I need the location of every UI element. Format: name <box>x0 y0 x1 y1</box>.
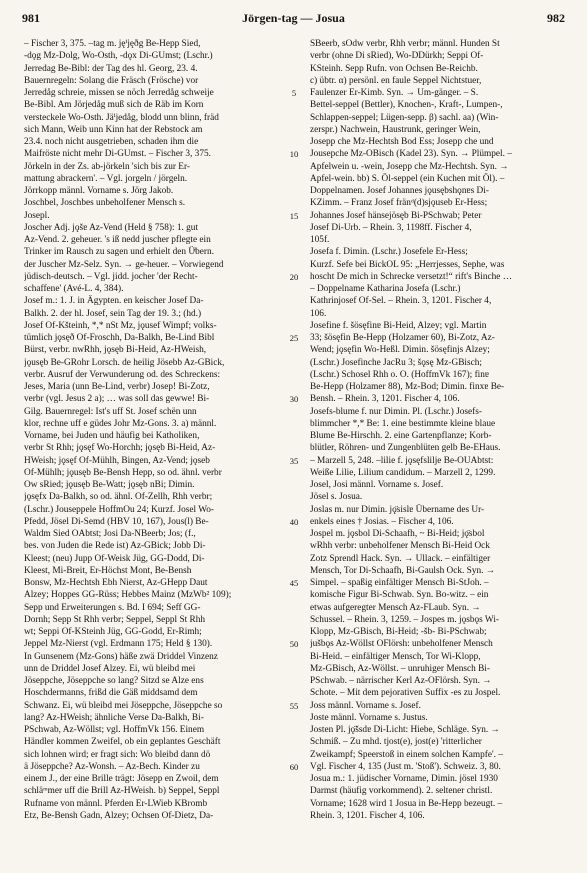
text-line: jǫsęfx Da-Balkh, so od. ähnl. Of-Zellh, Rhh verbr; <box>24 492 213 503</box>
text-line: verbr. Ausruf der Verwunderung od. des Schreckens: <box>24 369 221 380</box>
text-line: Bonsw, Mz-Hechtsh Ebh Nierst, Az-GHepp Daut <box>24 578 208 588</box>
text-line: Josepl. <box>24 210 50 221</box>
text-line: Josef m.: 1. J. in Ägypten. en keischer Josef Da- <box>24 296 204 307</box>
text-line: Kurzf. Sefe bei BickOL 95: „Herrjesses, Sephe, was <box>310 259 505 270</box>
line-number: 10 <box>289 149 299 160</box>
running-title: Jörgen-tag — Josua <box>242 11 345 25</box>
text-line: verbr St Rhh; jǫsęf Wo-Horchh; jǫsęb Bi-Heid, Az- <box>24 443 216 454</box>
text-line: Blume Be-Hirschh. 2. eine Gartenpflanze; Korb- <box>310 431 492 441</box>
text-line: Mz-GBisch, Az-Wöllst. – unruhiger Mensch Bi- <box>310 663 490 674</box>
text-line: Jörkeln in der Zs. ab-jörkeln 'sich bis zur Er- <box>24 161 190 172</box>
text-line: schläᵐmer uff die Brill Az-HWeish. b) Seppel, Seppl <box>24 786 220 797</box>
text-line: Jeses, Maria (unn Be-Lind, verbr) Josep! Bi-Zotz, <box>24 382 210 392</box>
line-number: 35 <box>289 455 299 466</box>
text-line: Händler kommen Zweifel, ob ein geplantes Geschäft <box>24 737 221 748</box>
text-line: bes. von Juden die Rede ist) Az-GBick; Jobb Di- <box>24 541 206 552</box>
text-line: Ow sRied; jǫusęb Be-Watt; jǫsęb nBi; Dimin. <box>24 480 195 490</box>
text-line: zerspr.) Nachwein, Haustrunk, geringer Wein, <box>310 124 481 135</box>
text-line: Wend; jǫsęfin Wo-Heßl. Dimin. šösęfinjs Alzey; <box>310 345 490 356</box>
text-line: (Lschr.) Josefinche JacRu 3; šǫsę Mz-GBisch; <box>310 357 482 368</box>
text-line: Kleest; (neu) Jupp Of-Weisk Jüg, GG-Dodd, Di- <box>24 553 205 564</box>
text-line: verbr (vgl. Jesus 2 a); … was soll das gewwe! Bi- <box>24 394 210 405</box>
text-line: Of-Mühlh; jǫusęb Be-Bensh Hepp, so od. ähnl. verbr <box>24 467 222 478</box>
text-line: Alzey; Hoppes GG-Rüss; Hebbes Mainz (MzWb² 109); <box>24 590 232 601</box>
text-line: Rhein. 3, 1201. Fischer 4, 106. <box>310 810 425 821</box>
text-line: Josefa f. Dimin. (Lschr.) Josefele Er-Hess; <box>310 247 468 258</box>
text-line: Joss männl. Vorname s. Josef. <box>310 700 421 711</box>
text-line: Dornh; Sepp St Rhh verbr; Seppel, Seppl St Rhh <box>24 614 206 625</box>
page-number-right: 982 <box>547 11 565 25</box>
text-line: 106. <box>310 308 327 319</box>
line-number: 40 <box>289 516 299 527</box>
text-line: Doppelnamen. Josef Johannes jǫusębshǫnɐs Di- <box>310 186 489 196</box>
text-line: mattung abrackern'. – Vgl. jorgeln / jörgeln. <box>24 173 188 184</box>
text-line: klor, rechne uff e güdes Johr Mz-Gons. 3. a) männl. <box>24 418 217 429</box>
text-line: versteckele Wo-Osth. Jäⁱjedåg, blodd unn blinn, fräd <box>24 112 219 123</box>
page-number-left: 981 <box>22 11 40 25</box>
text-line: ä Jöseppche? Az-Wonsh. – Az-Bech. Kinder zu <box>24 761 200 772</box>
text-line: Faulenzer Er-Kimb. Syn. → Um-gänger. – S. <box>310 88 479 98</box>
text-line: (Lschr.) Jouseppele HoffmOu 24; Kurzf. Josel Wo- <box>24 504 214 515</box>
text-line: Bürst, verbr. nwRhh, jǫsęb Bi-Heid, Az-HWeish, <box>24 345 207 356</box>
text-line: Jospel m. jǫsbol Di-Schaafh, ~ Bi-Heid; jǫ̈sbol <box>310 529 485 539</box>
text-line: Be-Bibl. Am Jörjedåg muß sich de Räb im Korn <box>24 100 204 111</box>
line-number: 55 <box>289 700 299 711</box>
text-line: komische Figur Bi-Schwab. Syn. Bo-witz. – ein <box>310 590 489 601</box>
text-line: Josefine f. šösęfinɐ Bi-Heid, Alzey; vgl. Martin <box>310 320 487 331</box>
text-line: – Fischer 3, 375. –tag m. jęⁱjęðg Be-Hepp Sied, <box>24 39 201 49</box>
text-line: Be-Hepp (Holzamer 88), Mz-Bod; Dimin. finxɐ Be- <box>310 382 505 392</box>
text-line: Klopp, Mz-GBisch, Bi-Heid; -šb- Bi-PSchwab; <box>310 627 487 637</box>
text-line: Etz, Be-Bensh Gadn, Alzey; Ochsen Of-Dietz, Da- <box>24 810 214 821</box>
text-line: SBeerb, sOdw verbr, Rhh verbr; männl. Hunden St <box>310 39 500 49</box>
text-line: Josef Di-Urb. – Rhein. 3, 1198ff. Fischer 4, <box>310 222 472 233</box>
text-line: Schlappen-seppel; Lügen-sepp. β) sachl. aa) (Win- <box>310 112 499 123</box>
text-line: der Juscher Mz-Selz. Syn. → ge-heuer. – Vorwiegend <box>24 259 224 270</box>
text-line: Az-Vend. 2. geheuer. 's iß nedd juscher pflegte ein <box>24 235 211 245</box>
page-header <box>22 11 565 27</box>
text-line: PSchwab. – närrischer Kerl Az-OFlörsh. Syn. → <box>310 676 492 686</box>
text-line: Simpel. – spaßig einfältiger Mensch Bi-StJoh. – <box>310 578 489 588</box>
text-line: etwas aufgeregter Mensch Az-FLaub. Syn. → <box>310 602 481 613</box>
text-line: HWeish; jǫsęf Of-Mühlh, Bingen, Az-Vend; jǫseb <box>24 455 210 466</box>
text-line: sich lohnen wird; er fragt sich: Wo bleibd dann dö <box>24 749 211 760</box>
text-line: Vorname, bei Juden und häufig bei Katholiken, <box>24 431 200 441</box>
text-line: Balkh. 2. der hl. Josef, sein Tag der 19. 3.; (hd.) <box>24 308 202 319</box>
text-line: Darmst (häufig vorkommend). 2. seltener christl. <box>310 786 493 797</box>
text-line: Joslas m. nur Dimin. jǫ̈sislɐ Übername des Ur- <box>310 504 485 515</box>
text-line: Vgl. Fischer 4, 135 (Just m. 'Stoß'). Schweiz. 3, 80. <box>310 761 501 772</box>
text-line: Pfedd, Jösel Di-Semd (HBV 10, 167), Jous(l) Be- <box>24 516 209 527</box>
text-line: Zweikampf; Speerstoß in einem solchen Kampfe'. – <box>310 749 503 760</box>
text-line: (Lschr.) Schosel Rhh o. O. (HoffmVk 167); finɐ <box>310 369 490 380</box>
text-line: Zotz Sprendl Hack. Syn. → Ullack. – einfältiger <box>310 553 491 564</box>
text-line: jušbǫs Az-Wöllst OFlörsh: unbeholfener Mensch <box>310 639 493 650</box>
text-line: -dǫg Mz-Dolg, Wo-Osth, -dǫx Di-GUmst; (Lschr.) <box>24 51 213 62</box>
text-line: Josepp che Mz-Hechtsh Bod Ess; Josepp che und <box>310 137 494 147</box>
text-line: KSteinh. Sepp Rufn. von Ochsen Be-Reichb. <box>310 63 478 74</box>
text-line: jüdisch-deutsch. – Vgl. jidd. jocher 'der Recht- <box>24 271 198 282</box>
text-line: Sepp und Erweiterungen s. Bd. I 694; Seff GG- <box>24 602 201 613</box>
text-line: Bi-Heid. – einfältiger Mensch, Tor Wi-Klopp, <box>310 651 481 662</box>
text-line: Kleest, Mi-Breit, Er-Höchst Mont, Be-Bensh <box>24 565 192 576</box>
right-column <box>310 38 564 822</box>
text-line: enkels eines † Josias. – Fischer 4, 106. <box>310 516 454 527</box>
text-line: Josel, Josi männl. Vorname s. Josef. <box>310 480 444 490</box>
text-line: hoscht De mich in Schrecke versetzt!“ rift's Binche … <box>310 271 513 282</box>
text-line: wRhh verbr: unbeholfener Mensch Bi-Heid Ock <box>310 541 490 552</box>
text-line: In Gunsenem (Mz-Gons) häße zwä Driddel Vinzenz <box>24 651 218 662</box>
text-line: Schmiß. – Zu mhd. tjost(e), jost(e) 'ritterlicher <box>310 737 482 748</box>
text-line: Apfelwein u. -wein, Josepp che Mz-Hechtsh. Syn. → <box>310 161 509 172</box>
text-line: Jörrkopp männl. Vorname s. Jörg Jakob. <box>24 186 174 196</box>
text-line: Joscher Adj. jǫšɐ Az-Vend (Held § 758): 1. gut <box>24 222 199 233</box>
text-line: Bauernregeln: Solang die Fräsch (Frösche) vor <box>24 75 199 86</box>
text-line: Josef Of-Kšteinh, *,* nSt Mz, jǫusef Wimpf; volks- <box>24 320 217 331</box>
line-number: 30 <box>289 394 299 405</box>
line-number: 45 <box>289 578 299 588</box>
text-line: Josten Pl. jǫ̈šsdɐ Di-Licht: Hiebe, Schläge. Syn. → <box>310 725 500 735</box>
text-line: PSchwab, Az-Wöllst; vgl. HoffmVk 156. Einem <box>24 725 205 735</box>
text-line: Bensh. – Rhein. 3, 1201. Fischer 4, 106. <box>310 394 460 405</box>
text-line: Kathrinjosef Of-Sel. – Rhein. 3, 1201. Fischer 4, <box>310 296 492 307</box>
text-line: Jöseppche, Jöseppche so lang? Sitzd se Alze ens <box>24 676 204 686</box>
text-line: Schwanz. Ei, wü bleibd mei Jöseppche, Jöseppche so <box>24 700 223 711</box>
line-number: 25 <box>289 333 299 343</box>
text-line: Hoschdermanns, frißd die Gäß middsamd dem <box>24 688 198 699</box>
text-line: Jerredåg schreie, missen se nöch Jerredåg schweije <box>24 88 214 98</box>
text-line: Trinker im Rausch zu sagen und erhielt den Üͤbern. <box>24 247 214 258</box>
text-line: Waldm Sied OAbtst; Josi Da-NBeerb; Jos; (f., <box>24 529 196 539</box>
line-number: 50 <box>289 639 299 650</box>
text-line: KZimm. – Franz Josef fränᵈ(d)sjǫuseb Er-Hess; <box>310 198 488 209</box>
line-number: 20 <box>289 271 299 282</box>
text-line: Joste männl. Vorname s. Justus. <box>310 712 428 723</box>
line-number: 60 <box>289 761 299 772</box>
line-number: 15 <box>289 210 299 221</box>
text-line: tümlich jǫsęð Of-Froschh, Da-Balkh, Be-Lind Bibl <box>24 333 215 343</box>
text-line: Jösel s. Josua. <box>310 492 363 503</box>
text-line: Mensch, Tor Di-Schaafh, Bi-Gaulsh Ock. Syn. → <box>310 565 496 576</box>
text-line: Joschbel, Joschbes unbeholfener Mensch s. <box>24 198 186 209</box>
text-line: Vorname; 1628 wird 1 Josua in Be-Hepp bezeugt. – <box>310 798 503 809</box>
text-line: lang? Az-HWeish; ähnliche Verse Da-Balkh, Bi- <box>24 712 204 723</box>
text-line: einem J., der eine Brille trägt: Jösepp en Zwoil, dem <box>24 774 219 784</box>
text-line: Gilg. Bauernregel: Ist's uff St. Josef schën unn <box>24 406 197 417</box>
text-line: verbr (ohne Di sRied), Wo-DDürkh; Seppi Of- <box>310 51 484 62</box>
text-line: Bettel-seppel (Bettler), Knochen-, Kraft-, Lumpen-, <box>310 100 503 111</box>
text-line: blimmcher *,* Be: 1. eine bestimmte kleine blaue <box>310 418 496 429</box>
line-number: 5 <box>291 88 297 98</box>
text-line: Jeppel Mz-Nierst (vgl. Erdmann 175; Held § 130). <box>24 639 213 650</box>
text-line: Jousepche Mz-OBisch (Kadel 23). Syn. → Plümpel. – <box>310 149 512 160</box>
text-line: Maifröste nicht mehr Di-GUmst. – Fischer 3, 375. <box>24 149 211 160</box>
text-line: unn de Driddel Josef Alzey. Ei, wü bleibd mei <box>24 663 196 674</box>
text-line: Josefs-blume f. nur Dimin. Pl. (Lschr.) Josefs- <box>310 406 482 417</box>
text-line: blütler, Röhren- und Zungenblüten gelb Be-EHaus. <box>310 443 501 454</box>
text-line: Apfel-wein. bb) S. Öl-seppel (ein Kuchen mit Öl). – <box>310 173 505 184</box>
text-line: Johannes Josef hänsejösęb Bi-PSchwab; Peter <box>310 210 482 221</box>
left-column <box>24 38 278 822</box>
text-line: Josua m.: 1. jüdischer Vorname, Dimin. jösɐl 1930 <box>310 774 498 784</box>
text-line: wt; Seppi Of-KSteinh Jüg, GG-Godd, Er-Rimh; <box>24 627 202 637</box>
text-line: 33; šösęfin Be-Hepp (Holzamer 60), Bi-Zotz, Az- <box>310 333 495 343</box>
text-line: – Doppelname Katharina Josefa (Lschr.) <box>310 284 461 294</box>
text-line: Rufname von männl. Pferden Er-LWieb KBromb <box>24 798 208 809</box>
text-line: 105f. <box>310 235 330 245</box>
text-line: jǫusęb Be-GRohr Lorsch. de heilig Jösebb Az-GBick, <box>24 357 225 368</box>
text-line: c) übtr. α) persönl. en faule Seppel Nichtstuer, <box>310 75 482 86</box>
text-line: 23.4. noch nicht ausgetrieben, schaden ihm die <box>24 137 199 147</box>
text-line: sich Mann, Weib unn Kinn hat der Rebstock am <box>24 124 203 135</box>
text-line: – Marzell 5, 248. –lilie f. jǫsęfslilje Be-OUAbtst: <box>310 455 494 466</box>
text-line: Weiße Lilie, Lilium candidum. – Marzell 2, 1299. <box>310 467 496 478</box>
text-line: schaffene' (Avé-L. 4, 384). <box>24 284 124 294</box>
text-line: Schote. – Mit dem pejorativen Suffix -es zu Jospel. <box>310 688 501 699</box>
text-line: Schussel. – Rhein. 3, 1259. – Jospes m. jǫsbǫs Wi- <box>310 614 500 625</box>
text-line: Jerredag Be-Bibl: der Tag des hl. Georg, 23. 4. <box>24 63 198 74</box>
